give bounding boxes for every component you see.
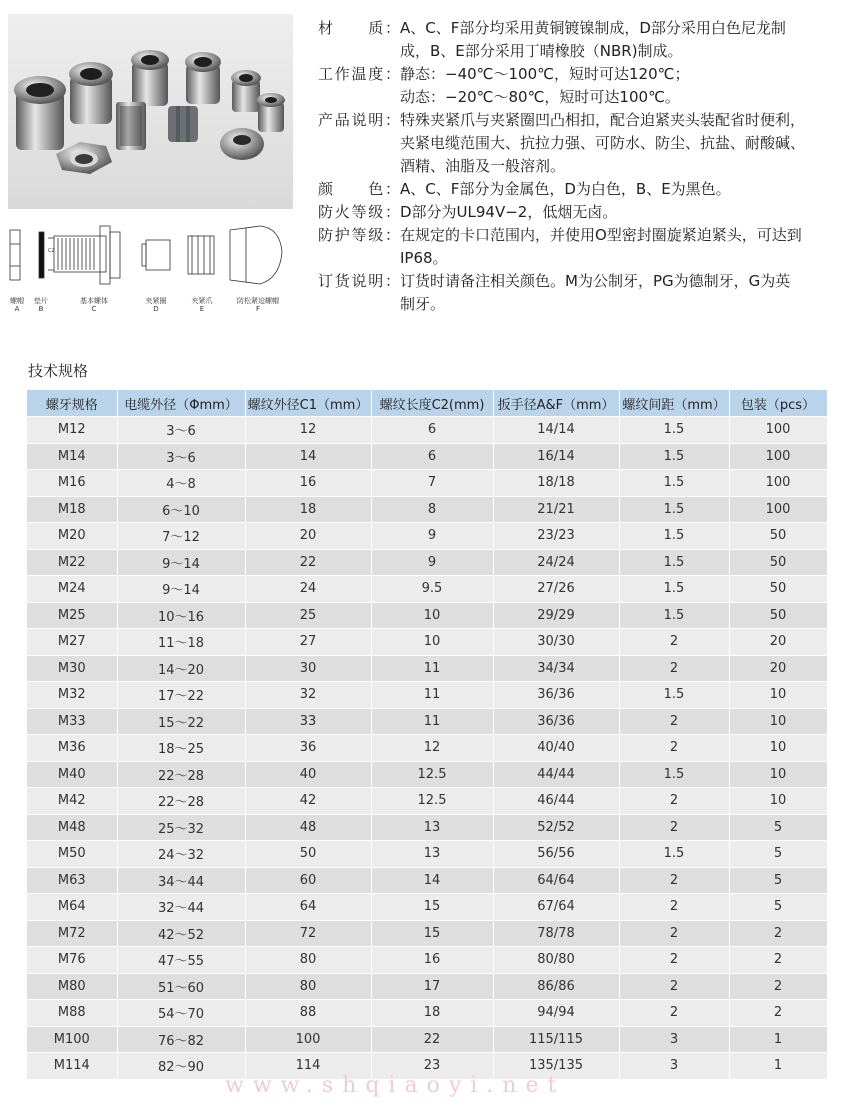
table-cell: 2 (729, 973, 827, 1000)
table-cell: 1.5 (619, 549, 729, 576)
table-cell: M22 (27, 549, 117, 576)
table-cell: 1.5 (619, 682, 729, 709)
table-cell: 30/30 (493, 629, 619, 656)
table-cell: 5 (729, 867, 827, 894)
table-cell: 11 (371, 682, 493, 709)
table-cell: M40 (27, 761, 117, 788)
table-cell: 17～22 (117, 682, 245, 709)
table-cell: 1.5 (619, 523, 729, 550)
watermark: www.shqiaoyi.net (225, 1073, 566, 1098)
table-cell: 10 (729, 735, 827, 762)
table-cell: 100 (245, 1026, 371, 1053)
table-cell: M48 (27, 814, 117, 841)
table-cell: 12 (371, 735, 493, 762)
table-cell: 33 (245, 708, 371, 735)
table-cell: 1.5 (619, 496, 729, 523)
table-cell: 24 (245, 576, 371, 603)
table-cell: 10 (729, 682, 827, 709)
table-cell: 1.5 (619, 417, 729, 444)
table-cell: 13 (371, 814, 493, 841)
table-cell: M27 (27, 629, 117, 656)
table-cell: 2 (619, 1000, 729, 1027)
table-row (27, 443, 827, 470)
table-cell: M50 (27, 841, 117, 868)
part-label-d: 夹紧圈 D (145, 297, 167, 313)
table-cell: 25～32 (117, 814, 245, 841)
part-label-c: 基本螺体 C (80, 297, 108, 313)
table-cell: 12 (245, 417, 371, 444)
table-cell: 10 (371, 602, 493, 629)
table-cell: 100 (729, 496, 827, 523)
table-row (27, 841, 827, 868)
table-cell: 8 (371, 496, 493, 523)
table-cell: 23 (371, 1053, 493, 1079)
table-cell: 14 (245, 443, 371, 470)
column-header: 包装（pcs） (729, 390, 827, 417)
table-row (27, 867, 827, 894)
spec-label: 订货说明： (318, 272, 400, 290)
table-cell: M25 (27, 602, 117, 629)
spec-label: 工作温度： (318, 65, 400, 83)
table-cell: 16 (371, 947, 493, 974)
spec-row-material (318, 17, 850, 63)
table-row (27, 549, 827, 576)
table-cell: M20 (27, 523, 117, 550)
spec-list (318, 17, 850, 316)
table-row (27, 1026, 827, 1053)
table-cell: 42 (245, 788, 371, 815)
table-cell: M14 (27, 443, 117, 470)
table-cell: 10 (729, 788, 827, 815)
table-cell: 18～25 (117, 735, 245, 762)
table-row (27, 682, 827, 709)
table-cell: 2 (619, 629, 729, 656)
table-cell: 36 (245, 735, 371, 762)
table-cell: 67/64 (493, 894, 619, 921)
part-label-f: 防松紧迫螺帽 F (237, 297, 279, 313)
table-cell: 12.5 (371, 788, 493, 815)
table-cell: 72 (245, 920, 371, 947)
table-cell: 34/34 (493, 655, 619, 682)
table-cell: 5 (729, 814, 827, 841)
table-cell: 52/52 (493, 814, 619, 841)
table-cell: M100 (27, 1026, 117, 1053)
table-cell: 23/23 (493, 523, 619, 550)
table-cell: M72 (27, 920, 117, 947)
table-cell: 2 (619, 735, 729, 762)
table-cell: 16/14 (493, 443, 619, 470)
table-header-row (27, 390, 827, 417)
table-cell: 100 (729, 417, 827, 444)
table-cell: 1.5 (619, 761, 729, 788)
table-cell: 1.5 (619, 841, 729, 868)
table-cell: 25 (245, 602, 371, 629)
table-cell: 64/64 (493, 867, 619, 894)
table-row (27, 973, 827, 1000)
table-cell: 34～44 (117, 867, 245, 894)
table-cell: M80 (27, 973, 117, 1000)
spec-row-fire-rating (318, 201, 850, 224)
table-cell: 24～32 (117, 841, 245, 868)
table-cell: 50 (729, 549, 827, 576)
table-cell: 1.5 (619, 602, 729, 629)
table-row (27, 735, 827, 762)
table-cell: 18/18 (493, 470, 619, 497)
spec-value: A、C、F部分均采用黄铜镀镍制成，D部分采用白色尼龙制 成，B、E部分采用丁晴橡胶（NBR)制成。 (400, 19, 786, 60)
table-cell: 6 (371, 417, 493, 444)
table-cell: 15～22 (117, 708, 245, 735)
table-cell: 22 (371, 1026, 493, 1053)
table-cell: 14/14 (493, 417, 619, 444)
spec-value: 订货时请备注相关颜色。M为公制牙，PG为德制牙，G为英 制牙。 (400, 272, 791, 313)
table-cell: 7 (371, 470, 493, 497)
table-cell: 27/26 (493, 576, 619, 603)
table-cell: 40 (245, 761, 371, 788)
table-cell: 15 (371, 894, 493, 921)
column-header: 螺牙规格 (27, 390, 117, 417)
table-cell: M88 (27, 1000, 117, 1027)
table-cell: M30 (27, 655, 117, 682)
table-cell: 56/56 (493, 841, 619, 868)
table-cell: 42～52 (117, 920, 245, 947)
table-cell: 36/36 (493, 682, 619, 709)
table-cell: 32 (245, 682, 371, 709)
spec-label: 产品说明： (318, 111, 400, 129)
table-cell: 2 (619, 788, 729, 815)
table-row (27, 920, 827, 947)
table-cell: 17 (371, 973, 493, 1000)
table-cell: 78/78 (493, 920, 619, 947)
table-cell: 60 (245, 867, 371, 894)
spec-value: D部分为UL94V−2，低烟无卤。 (400, 203, 618, 221)
table-cell: 14 (371, 867, 493, 894)
table-cell: 47～55 (117, 947, 245, 974)
table-row (27, 788, 827, 815)
table-cell: 5 (729, 894, 827, 921)
table-cell: 14～20 (117, 655, 245, 682)
table-cell: M16 (27, 470, 117, 497)
table-cell: 1.5 (619, 470, 729, 497)
table-row (27, 602, 827, 629)
table-row (27, 655, 827, 682)
table-cell: 32～44 (117, 894, 245, 921)
table-cell: 9～14 (117, 576, 245, 603)
table-cell: 2 (729, 947, 827, 974)
table-cell: 6 (371, 443, 493, 470)
table-cell: 1.5 (619, 576, 729, 603)
table-cell: 2 (619, 867, 729, 894)
table-cell: 2 (619, 920, 729, 947)
table-cell: 11 (371, 655, 493, 682)
table-cell: M32 (27, 682, 117, 709)
table-row (27, 629, 827, 656)
table-cell: 51～60 (117, 973, 245, 1000)
table-cell: 18 (245, 496, 371, 523)
table-cell: 44/44 (493, 761, 619, 788)
section-title: 技术规格 (28, 362, 89, 380)
table-cell: 50 (729, 576, 827, 603)
table-cell: M76 (27, 947, 117, 974)
column-header: 螺纹长度C2(mm) (371, 390, 493, 417)
table-cell: 22～28 (117, 788, 245, 815)
column-header: 螺纹外径C1（mm） (245, 390, 371, 417)
table-cell: 4～8 (117, 470, 245, 497)
table-cell: 36/36 (493, 708, 619, 735)
table-cell: 30 (245, 655, 371, 682)
table-cell: 10 (371, 629, 493, 656)
table-cell: 64 (245, 894, 371, 921)
table-cell: M64 (27, 894, 117, 921)
table-cell: 3 (619, 1053, 729, 1079)
spec-table (27, 390, 828, 1079)
table-cell: 2 (619, 814, 729, 841)
table-cell: M33 (27, 708, 117, 735)
spec-value: 特殊夹紧爪与夹紧圈凹凸相扣，配合迫紧夹头装配省时便利， 夹紧电缆范围大、抗拉力强、可防水、防尘、抗盐、耐酸碱、 酒精、油脂及一般溶剂。 (400, 111, 806, 175)
table-cell: 2 (619, 894, 729, 921)
spec-row-color (318, 178, 850, 201)
table-cell: 24/24 (493, 549, 619, 576)
table-row (27, 417, 827, 444)
parts-diagram (8, 222, 293, 322)
table-cell: 115/115 (493, 1026, 619, 1053)
spec-row-temperature (318, 63, 850, 109)
table-cell: 46/44 (493, 788, 619, 815)
table-cell: 22 (245, 549, 371, 576)
table-cell: 20 (245, 523, 371, 550)
spec-label: 防护等级： (318, 226, 400, 244)
table-cell: 15 (371, 920, 493, 947)
parts-drawing (8, 222, 293, 297)
table-cell: 11 (371, 708, 493, 735)
table-cell: 100 (729, 470, 827, 497)
table-cell: 18 (371, 1000, 493, 1027)
table-cell: 13 (371, 841, 493, 868)
table-cell: 10 (729, 708, 827, 735)
table-row (27, 894, 827, 921)
table-cell: 40/40 (493, 735, 619, 762)
table-row (27, 470, 827, 497)
table-cell: 9.5 (371, 576, 493, 603)
table-cell: 82～90 (117, 1053, 245, 1079)
table-cell: 1 (729, 1053, 827, 1079)
spec-row-ordering (318, 270, 850, 316)
table-cell: 2 (729, 920, 827, 947)
table-cell: 50 (729, 602, 827, 629)
table-cell: 29/29 (493, 602, 619, 629)
table-cell: 21/21 (493, 496, 619, 523)
table-cell: 50 (729, 523, 827, 550)
table-cell: 135/135 (493, 1053, 619, 1079)
table-cell: 3 (619, 1026, 729, 1053)
table-cell: 3～6 (117, 443, 245, 470)
spec-row-protection (318, 224, 850, 270)
table-cell: 2 (619, 655, 729, 682)
table-cell: M63 (27, 867, 117, 894)
table-cell: M18 (27, 496, 117, 523)
table-cell: 86/86 (493, 973, 619, 1000)
table-cell: M114 (27, 1053, 117, 1079)
table-cell: M36 (27, 735, 117, 762)
table-cell: 9 (371, 549, 493, 576)
table-cell: 20 (729, 655, 827, 682)
spec-label: 颜 色： (318, 180, 400, 198)
part-label-e: 夹紧爪 E (191, 297, 213, 313)
table-cell: 27 (245, 629, 371, 656)
table-cell: 2 (619, 708, 729, 735)
table-cell: M12 (27, 417, 117, 444)
table-row (27, 947, 827, 974)
table-cell: 12.5 (371, 761, 493, 788)
table-cell: M24 (27, 576, 117, 603)
column-header: 扳手径A&F（mm） (493, 390, 619, 417)
table-cell: 9～14 (117, 549, 245, 576)
spec-row-description (318, 109, 850, 178)
table-cell: 54～70 (117, 1000, 245, 1027)
table-cell: 114 (245, 1053, 371, 1079)
part-label-a: 螺帽 A (10, 297, 24, 313)
table-cell: 48 (245, 814, 371, 841)
table-cell: 76～82 (117, 1026, 245, 1053)
spec-label: 材 质： (318, 19, 400, 37)
table-cell: 88 (245, 1000, 371, 1027)
table-row (27, 814, 827, 841)
spec-value: 静态：−40℃～100℃，短时可达120℃； 动态：−20℃～80℃，短时可达100℃。 (400, 65, 690, 106)
spec-value: 在规定的卡口范围内，并使用O型密封圈旋紧迫紧头，可达到 IP68。 (400, 226, 802, 267)
table-cell: 10～16 (117, 602, 245, 629)
table-cell: 7～12 (117, 523, 245, 550)
table-cell: 22～28 (117, 761, 245, 788)
column-header: 电缆外径（Φmm） (117, 390, 245, 417)
table-cell: 6～10 (117, 496, 245, 523)
table-cell: 16 (245, 470, 371, 497)
table-cell: 10 (729, 761, 827, 788)
column-header: 螺纹间距（mm） (619, 390, 729, 417)
table-cell: 3～6 (117, 417, 245, 444)
table-cell: M42 (27, 788, 117, 815)
table-cell: 1.5 (619, 443, 729, 470)
table-row (27, 523, 827, 550)
table-cell: 1 (729, 1026, 827, 1053)
table-cell: 100 (729, 443, 827, 470)
table-cell: 2 (729, 1000, 827, 1027)
table-cell: 80/80 (493, 947, 619, 974)
table-row (27, 496, 827, 523)
svg-text:C2: C2 (48, 248, 55, 254)
table-cell: 80 (245, 947, 371, 974)
table-cell: 11～18 (117, 629, 245, 656)
table-cell: 9 (371, 523, 493, 550)
table-row (27, 761, 827, 788)
product-photo (8, 14, 293, 209)
table-cell: 80 (245, 973, 371, 1000)
part-label-b: 垫片 B (34, 297, 48, 313)
table-cell: 2 (619, 947, 729, 974)
table-cell: 50 (245, 841, 371, 868)
table-cell: 2 (619, 973, 729, 1000)
spec-label: 防火等级： (318, 203, 400, 221)
table-cell: 94/94 (493, 1000, 619, 1027)
table-cell: 20 (729, 629, 827, 656)
table-row (27, 576, 827, 603)
table-row (27, 708, 827, 735)
spec-value: A、C、F部分为金属色，D为白色，B、E为黑色。 (400, 180, 731, 198)
table-row (27, 1000, 827, 1027)
table-cell: 5 (729, 841, 827, 868)
